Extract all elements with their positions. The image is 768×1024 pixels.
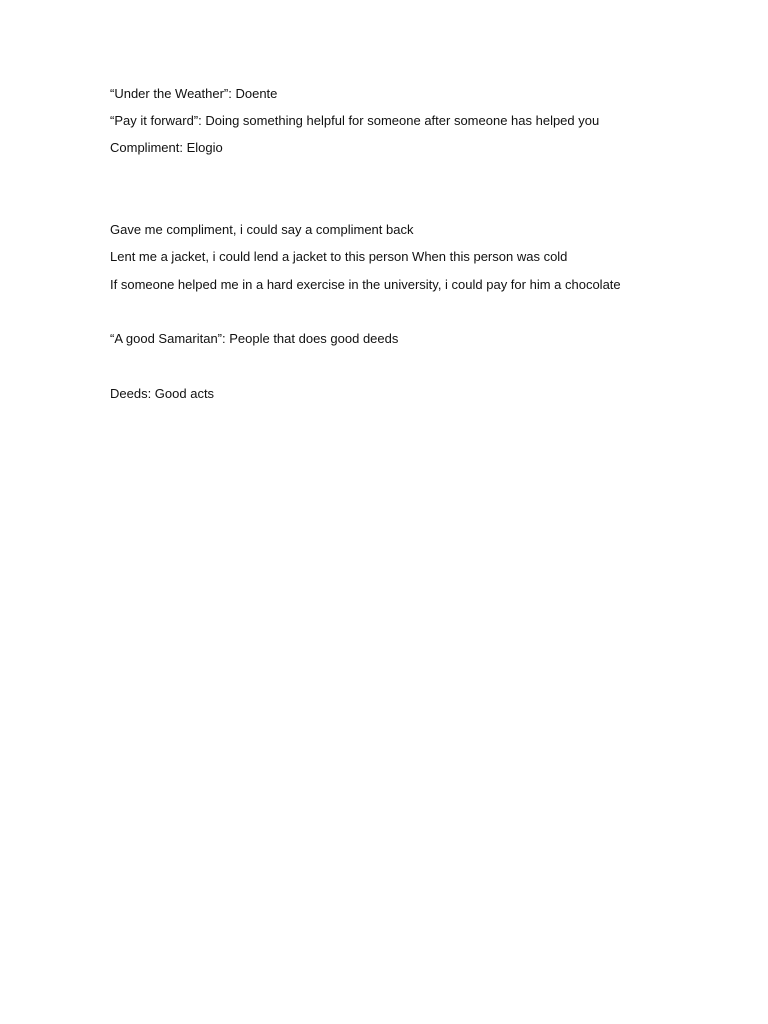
text-line-compliment: Compliment: Elogio bbox=[110, 140, 223, 155]
text-line-helped-exercise: If someone helped me in a hard exercise in the university, i could pay for him a chocolate bbox=[110, 277, 621, 292]
text-line-gave-compliment: Gave me compliment, i could say a compliment back bbox=[110, 222, 414, 237]
text-line-good-samaritan: “A good Samaritan”: People that does good deeds bbox=[110, 331, 399, 346]
text-line-deeds: Deeds: Good acts bbox=[110, 386, 215, 401]
text-line-pay-it-forward: “Pay it forward”: Doing something helpful for someone after someone has helped you bbox=[110, 113, 600, 128]
text-line-under-the-weather: “Under the Weather”: Doente bbox=[110, 86, 278, 101]
text-line-lent-jacket: Lent me a jacket, i could lend a jacket to this person When this person was cold bbox=[110, 249, 568, 264]
